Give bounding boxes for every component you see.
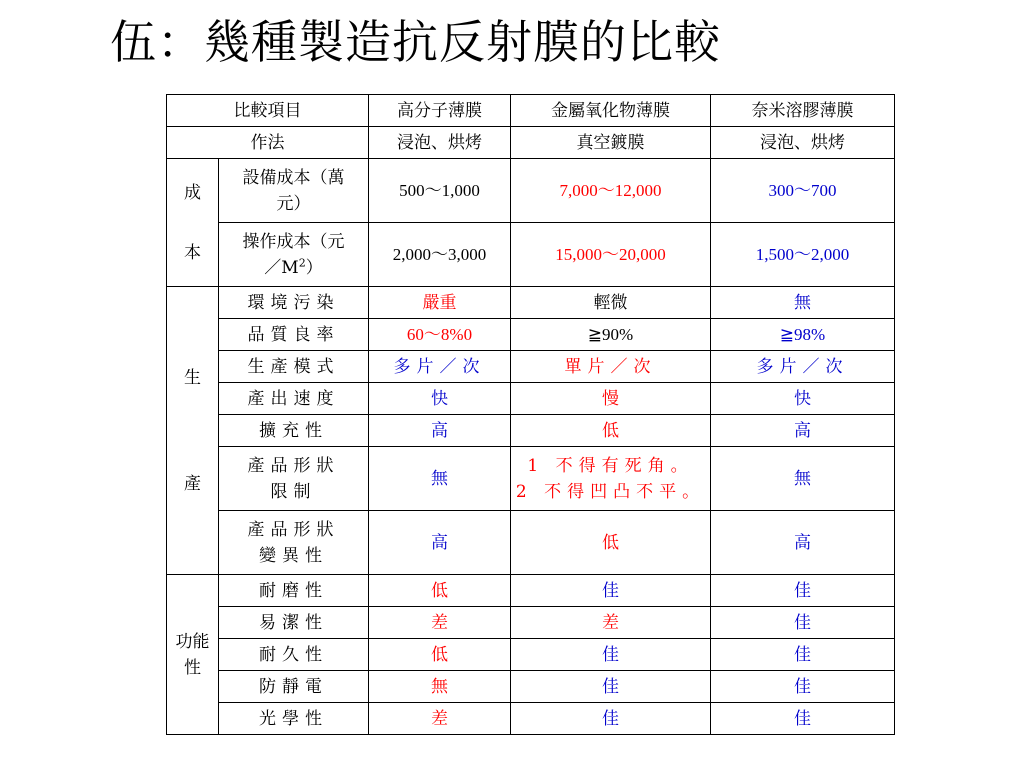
cell: 佳 [511,639,711,671]
cell: ≧98% [711,319,895,351]
cell: 無 [711,287,895,319]
header-polymer: 高分子薄膜 [369,95,511,127]
category-text: 本 [184,242,201,263]
table-row [167,447,895,511]
cell: 高 [711,511,895,575]
row-label: 擴充性 [219,415,369,447]
cell: 單片／次 [511,351,711,383]
header-metal-oxide: 金屬氧化物薄膜 [511,95,711,127]
row-label: 環境污染 [219,287,369,319]
cell-line: 1 不得有死角。 [527,455,694,476]
table-row [167,511,895,575]
category-production [167,287,219,575]
category-text: 產 [184,473,201,494]
cell [511,447,711,511]
cell: 佳 [711,575,895,607]
table-row [167,671,895,703]
cell: 佳 [711,671,895,703]
row-label: 作法 [167,127,369,159]
category-text: 性 [184,657,201,678]
cell: 差 [369,703,511,735]
row-label: 耐磨性 [219,575,369,607]
row-label: 產出速度 [219,383,369,415]
comparison-table [166,94,895,735]
cell: 輕微 [511,287,711,319]
cell: 高 [369,511,511,575]
cell: 低 [369,639,511,671]
cell: 無 [369,671,511,703]
cell: 差 [369,607,511,639]
table-row [167,607,895,639]
cell: 低 [369,575,511,607]
label-part: ） [305,257,323,278]
cell: 浸泡、烘烤 [369,127,511,159]
cell: 快 [711,383,895,415]
table-row [167,703,895,735]
cell: 60～8%0 [369,319,511,351]
cell: 低 [511,415,711,447]
cell: 無 [369,447,511,511]
label-line: 產品形狀 [247,519,340,540]
cell: 1,500～2,000 [711,223,895,287]
table-row [167,639,895,671]
cell: 多片／次 [369,351,511,383]
row-label [219,159,369,223]
category-text: 功能 [175,631,210,652]
header-item: 比較項目 [167,95,369,127]
row-label: 生產模式 [219,351,369,383]
table-row [167,127,895,159]
row-label: 光學性 [219,703,369,735]
label-line [221,255,366,281]
label-line: 變異性 [259,545,328,566]
row-label: 品質良率 [219,319,369,351]
cell: 快 [369,383,511,415]
row-label: 防靜電 [219,671,369,703]
cell: 佳 [511,671,711,703]
row-label [219,511,369,575]
cell: 15,000～20,000 [511,223,711,287]
cell: 真空鍍膜 [511,127,711,159]
cell: 300～700 [711,159,895,223]
label-line: 設備成本（萬 [242,167,345,188]
category-text: 生 [184,367,201,388]
cell: 浸泡、烘烤 [711,127,895,159]
label-line: 限制 [270,481,317,502]
table-row [167,223,895,287]
row-label: 易潔性 [219,607,369,639]
table-header-row [167,95,895,127]
row-label [219,447,369,511]
cell: 多片／次 [711,351,895,383]
table-row [167,351,895,383]
cell: 高 [711,415,895,447]
label-part: ／M [264,257,299,278]
table-row [167,319,895,351]
label-line: 元） [276,193,311,214]
cell: 7,000～12,000 [511,159,711,223]
cell: 佳 [511,575,711,607]
row-label [219,223,369,287]
cell: 差 [511,607,711,639]
table-row [167,159,895,223]
cell: 佳 [711,639,895,671]
cell: 嚴重 [369,287,511,319]
cell: 2,000～3,000 [369,223,511,287]
label-line: 操作成本（元 [242,231,345,252]
cell: 佳 [711,703,895,735]
category-function [167,575,219,735]
cell: 無 [711,447,895,511]
category-text: 成 [184,182,201,203]
cell: 低 [511,511,711,575]
table-row [167,575,895,607]
table-row [167,383,895,415]
cell: 佳 [711,607,895,639]
table-row [167,415,895,447]
header-nano-sol: 奈米溶膠薄膜 [711,95,895,127]
cell: 佳 [511,703,711,735]
slide-title: 伍：幾種製造抗反射膜的比較 [110,15,721,69]
label-superscript: 2 [298,255,306,269]
cell: ≧90% [511,319,711,351]
cell: 慢 [511,383,711,415]
category-cost [167,159,219,287]
table-row [167,287,895,319]
cell: 500～1,000 [369,159,511,223]
row-label: 耐久性 [219,639,369,671]
cell-line: 2 不得凹凸不平。 [515,481,706,502]
cell: 高 [369,415,511,447]
label-line: 產品形狀 [247,455,340,476]
